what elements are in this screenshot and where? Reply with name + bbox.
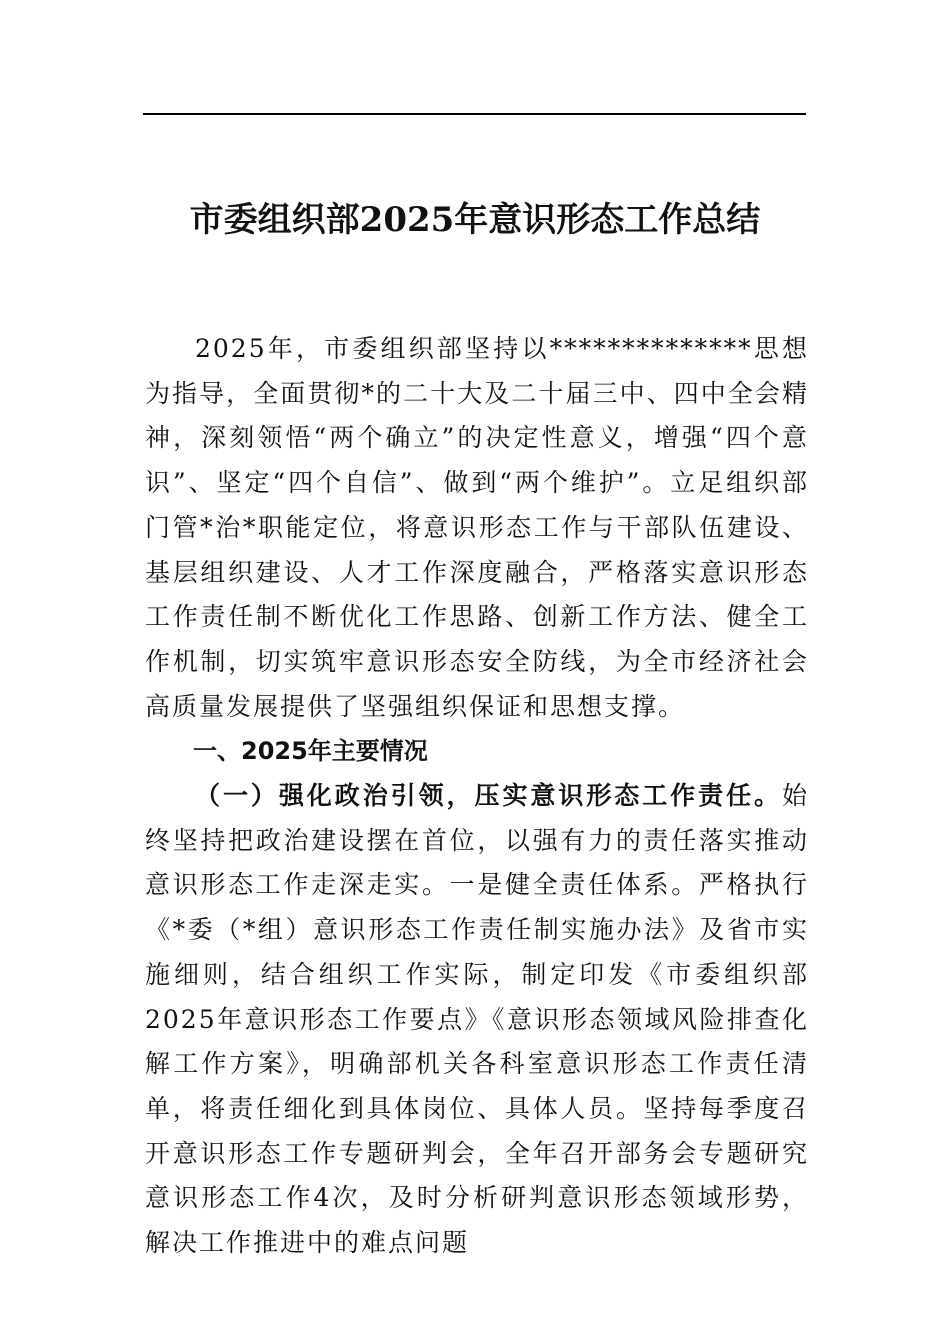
subsection-text: 始终坚持把政治建设摆在首位，以强有力的责任落实推动意识形态工作走深走实。一是健全责任体系。严格执行《*委（*组）意识形态工作责任制实施办法》及省市实施细则，结合组织工作实际，制定印发《市委组织部2025年意识形态工作要点》《意识形态领域风险排查化解工作方案》，明确部机关各科室意识形态工作责任清单，将责任细化到具体岗位、具体人员。坚持每季度召开意识形态工作专题研判会，全年召开部务会专题研究意识形态工作4次，及时分析研判意识形态领域形势，解决工作推进中的难点问题 [145, 781, 809, 1258]
section-heading: 一、2025年主要情况 [193, 737, 428, 766]
document-body [145, 327, 809, 1266]
subsection-paragraph [145, 774, 809, 1266]
intro-paragraph: 2025年，市委组织部坚持以**************思想为指导，全面贯彻*的二十大及二十届三中、四中全会精神，深刻领悟“两个确立”的决定性意义，增强“四个意识”、坚定“四个自信”、做到“两个维护”。立足组织部门管*治*职能定位，将意识形态工作与干部队伍建设、基层组织建设、人才工作深度融合，严格落实意识形态工作责任制不断优化工作思路、创新工作方法、健全工作机制，切实筑牢意识形态安全防线，为全市经济社会高质量发展提供了坚强组织保证和思想支撑。 [145, 334, 809, 721]
document-title: 市委组织部2025年意识形态工作总结 [189, 200, 761, 240]
subsection-heading: （一）强化政治引领，压实意识形态工作责任。 [195, 781, 782, 811]
header-rule [143, 113, 806, 115]
